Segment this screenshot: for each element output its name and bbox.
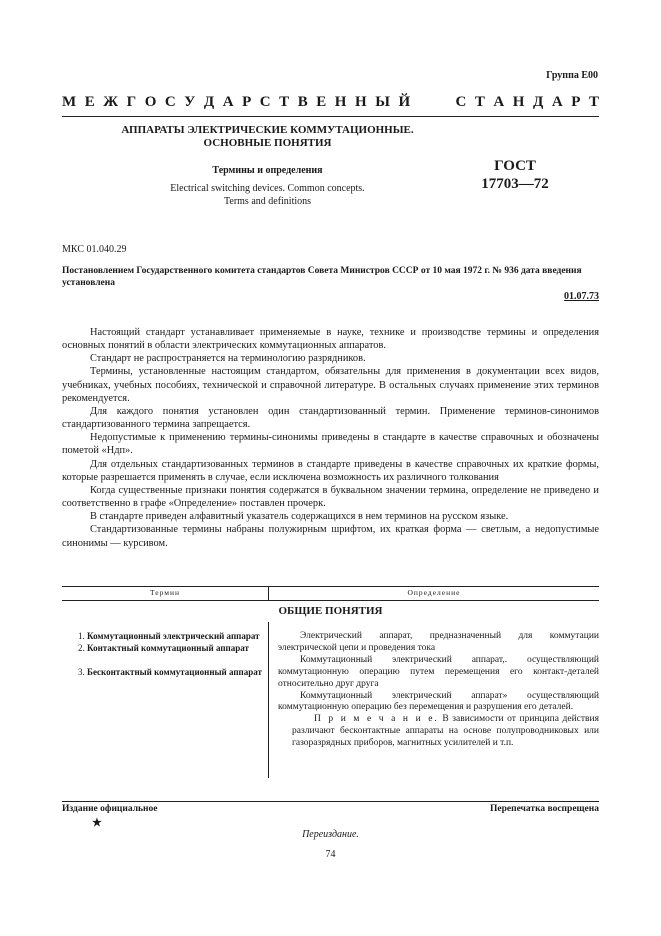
banner-letter: Т xyxy=(279,94,290,110)
banner-letter xyxy=(419,94,423,111)
banner-letter: Г xyxy=(126,94,137,110)
star-icon: ★ xyxy=(92,817,102,829)
banner-letter: Ж xyxy=(103,94,119,110)
table-header xyxy=(62,586,599,601)
banner-letter: Ы xyxy=(375,94,390,110)
banner-letter: Н xyxy=(334,94,347,110)
paragraph: Термины, установленные настоящим стандартом, обязательны для применения в документации всех видов, учебниках, учебных пособиях, технической и справочной литературе. В остальных случаях применение этих терминов рекомендуется. xyxy=(62,366,599,404)
terms-column xyxy=(62,631,262,679)
term-3 xyxy=(62,667,262,679)
document-title xyxy=(95,124,440,150)
banner-letter: Н xyxy=(354,94,367,110)
banner-letter: Р xyxy=(242,94,252,110)
term-2 xyxy=(62,643,262,655)
banner-letter: Й xyxy=(398,94,411,110)
gost-number xyxy=(470,157,560,193)
banner-letter: С xyxy=(164,94,176,110)
note-text: В зависимости от принципа действия различают бесконтактные аппараты на основе полупроводниковых или газоразрядных приборов, магнитных усилителей и т.п. xyxy=(292,714,599,749)
english-title xyxy=(95,182,440,208)
term-text: Бесконтактный коммутационный аппарат xyxy=(87,667,262,677)
term-1 xyxy=(62,631,262,643)
paragraph: Для отдельных стандартизованных терминов в стандарте приведены в качестве справочных их краткие формы, которые разрешается применять в случае, если исключена возможность их различного толкования xyxy=(62,458,599,483)
column-header-definition: Определение xyxy=(407,588,461,597)
reprint-notice: Перепечатка воспрещена xyxy=(489,804,599,814)
definition-note xyxy=(278,714,599,750)
banner-letter: Н xyxy=(512,94,525,110)
banner-letter: Е xyxy=(316,94,327,110)
header-rule xyxy=(62,116,599,117)
banner-letter: М xyxy=(62,94,77,110)
paragraph: Стандарт не распространяется на терминологию разрядников. xyxy=(90,353,366,365)
title-line-1: АППАРАТЫ ЭЛЕКТРИЧЕСКИЕ КОММУТАЦИОННЫЕ. xyxy=(121,124,414,136)
banner-letter: Т xyxy=(474,94,485,110)
body-text xyxy=(62,326,599,550)
banner-letter: Т xyxy=(588,94,599,110)
column-divider-line xyxy=(268,622,269,778)
banner-letter: А xyxy=(493,94,505,110)
standard-banner xyxy=(62,94,599,111)
definition-2: Коммутационный электрический аппарат,. осуществляющий коммутационную операцию путем перемещения его контакт-деталей относительно друг друга xyxy=(278,654,599,689)
column-header-term: Термин xyxy=(149,588,181,597)
banner-letter: Д xyxy=(533,94,544,110)
term-text: Контактный коммутационный аппарат xyxy=(87,642,249,653)
edition-label: Издание официальное xyxy=(62,804,158,814)
banner-letter xyxy=(431,94,435,111)
english-title-line-1: Electrical switching devices. Common concepts. xyxy=(170,183,365,194)
banner-letter: Е xyxy=(84,94,95,110)
gost-label: ГОСТ xyxy=(494,158,536,174)
paragraph: Для каждого понятия установлен один стандартизованный термин. Применение терминов-синонимов стандартизованного термина запрещается. xyxy=(62,405,599,431)
term-number: 1. xyxy=(78,631,85,641)
banner-letter: С xyxy=(259,94,271,110)
banner-letter: С xyxy=(455,94,467,110)
english-title-line-2: Terms and definitions xyxy=(223,196,312,207)
document-subtitle: Термины и определения xyxy=(212,165,323,176)
banner-letter: Р xyxy=(571,94,581,110)
definition-1: Электрический аппарат, предназначенный для коммутации электрической цепи и проведения тока xyxy=(278,631,599,653)
page-number: 74 xyxy=(325,849,336,860)
term-text: Коммутационный электрический аппарат xyxy=(87,631,260,641)
banner-letter: А xyxy=(551,94,563,110)
paragraph: Недопустимые к применению термины-синонимы приведены в стандарте в качестве справочных и обозначены пометой «Ндп». xyxy=(62,432,599,457)
definitions-column xyxy=(278,631,599,750)
banner-letter: О xyxy=(144,94,157,110)
term-number: 3. xyxy=(78,667,85,677)
banner-letter: У xyxy=(184,94,196,110)
footer-rule xyxy=(62,801,599,802)
banner-letter: В xyxy=(297,94,308,110)
paragraph: Стандартизованные термины набраны полужирным шрифтом, их краткая форма — светлым, а недопустимые синонимы — курсивом. xyxy=(62,524,599,549)
banner-letter xyxy=(443,94,447,111)
group-code: Группа Е00 xyxy=(546,70,598,81)
introduction-date: 01.07.73 xyxy=(564,291,599,302)
reissue-label: Переиздание. xyxy=(302,829,359,840)
section-heading: ОБЩИЕ ПОНЯТИЯ xyxy=(278,605,383,617)
term-number: 2. xyxy=(78,642,85,653)
banner-letter: Д xyxy=(203,94,215,110)
note-label: П р и м е ч а н и е. xyxy=(314,714,439,725)
title-line-2: ОСНОВНЫЕ ПОНЯТИЯ xyxy=(203,137,332,149)
paragraph: Настоящий стандарт устанавливает применяемые в науке, технике и производстве термины и определения основных понятий в области электрических коммутационных аппаратов. xyxy=(62,327,599,352)
gost-code: 17703—72 xyxy=(481,176,549,192)
banner-letter: А xyxy=(222,94,234,110)
definition-3: Коммутационный электрический аппарат» осуществляющий коммутационную операцию без перемещения и разрушения его деталей. xyxy=(278,690,599,713)
paragraph: Когда существенные признаки понятия содержатся в буквальном значении термина, определение не приведено и соответственно в графе «Определение» поставлен прочерк. xyxy=(62,484,599,510)
mks-code: МКС 01.040.29 xyxy=(62,244,127,255)
decree-text: Постановлением Государственного комитета стандартов Совета Министров СССР от 10 мая 1972 г. № 936 дата введения установлена xyxy=(62,266,582,288)
paragraph: В стандарте приведен алфавитный указатель содержащихся в нем терминов на русском языке. xyxy=(90,511,509,523)
